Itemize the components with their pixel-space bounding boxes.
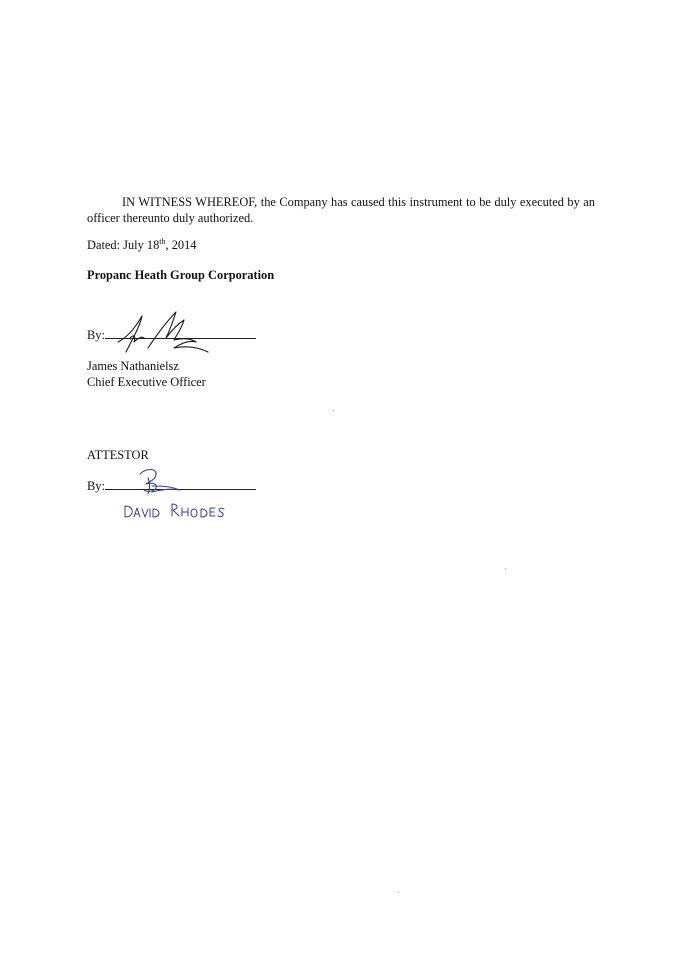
attestor-signature bbox=[136, 466, 182, 498]
scan-speck bbox=[398, 892, 399, 893]
signer-title: Chief Executive Officer bbox=[87, 375, 206, 389]
scan-speck bbox=[333, 410, 334, 411]
signer-details bbox=[87, 358, 206, 390]
dated-ordinal-suffix: th bbox=[159, 236, 166, 246]
company-name: Propanc Heath Group Corporation bbox=[87, 268, 275, 282]
by-label: By: bbox=[87, 328, 105, 342]
signer-name: James Nathanielsz bbox=[87, 359, 179, 373]
attestor-by-label: By: bbox=[87, 479, 105, 493]
attestor-handwritten-name bbox=[122, 500, 232, 520]
scan-speck bbox=[505, 568, 506, 569]
attestor-heading: ATTESTOR bbox=[87, 448, 149, 462]
dated-line bbox=[87, 237, 197, 253]
ceo-signature bbox=[112, 308, 222, 356]
dated-year: , 2014 bbox=[165, 238, 197, 252]
dated-prefix: Dated: July 18 bbox=[87, 238, 160, 252]
witness-clause: IN WITNESS WHEREOF, the Company has caused this instrument to be duly executed by an officer thereunto duly authorized. bbox=[87, 195, 595, 225]
